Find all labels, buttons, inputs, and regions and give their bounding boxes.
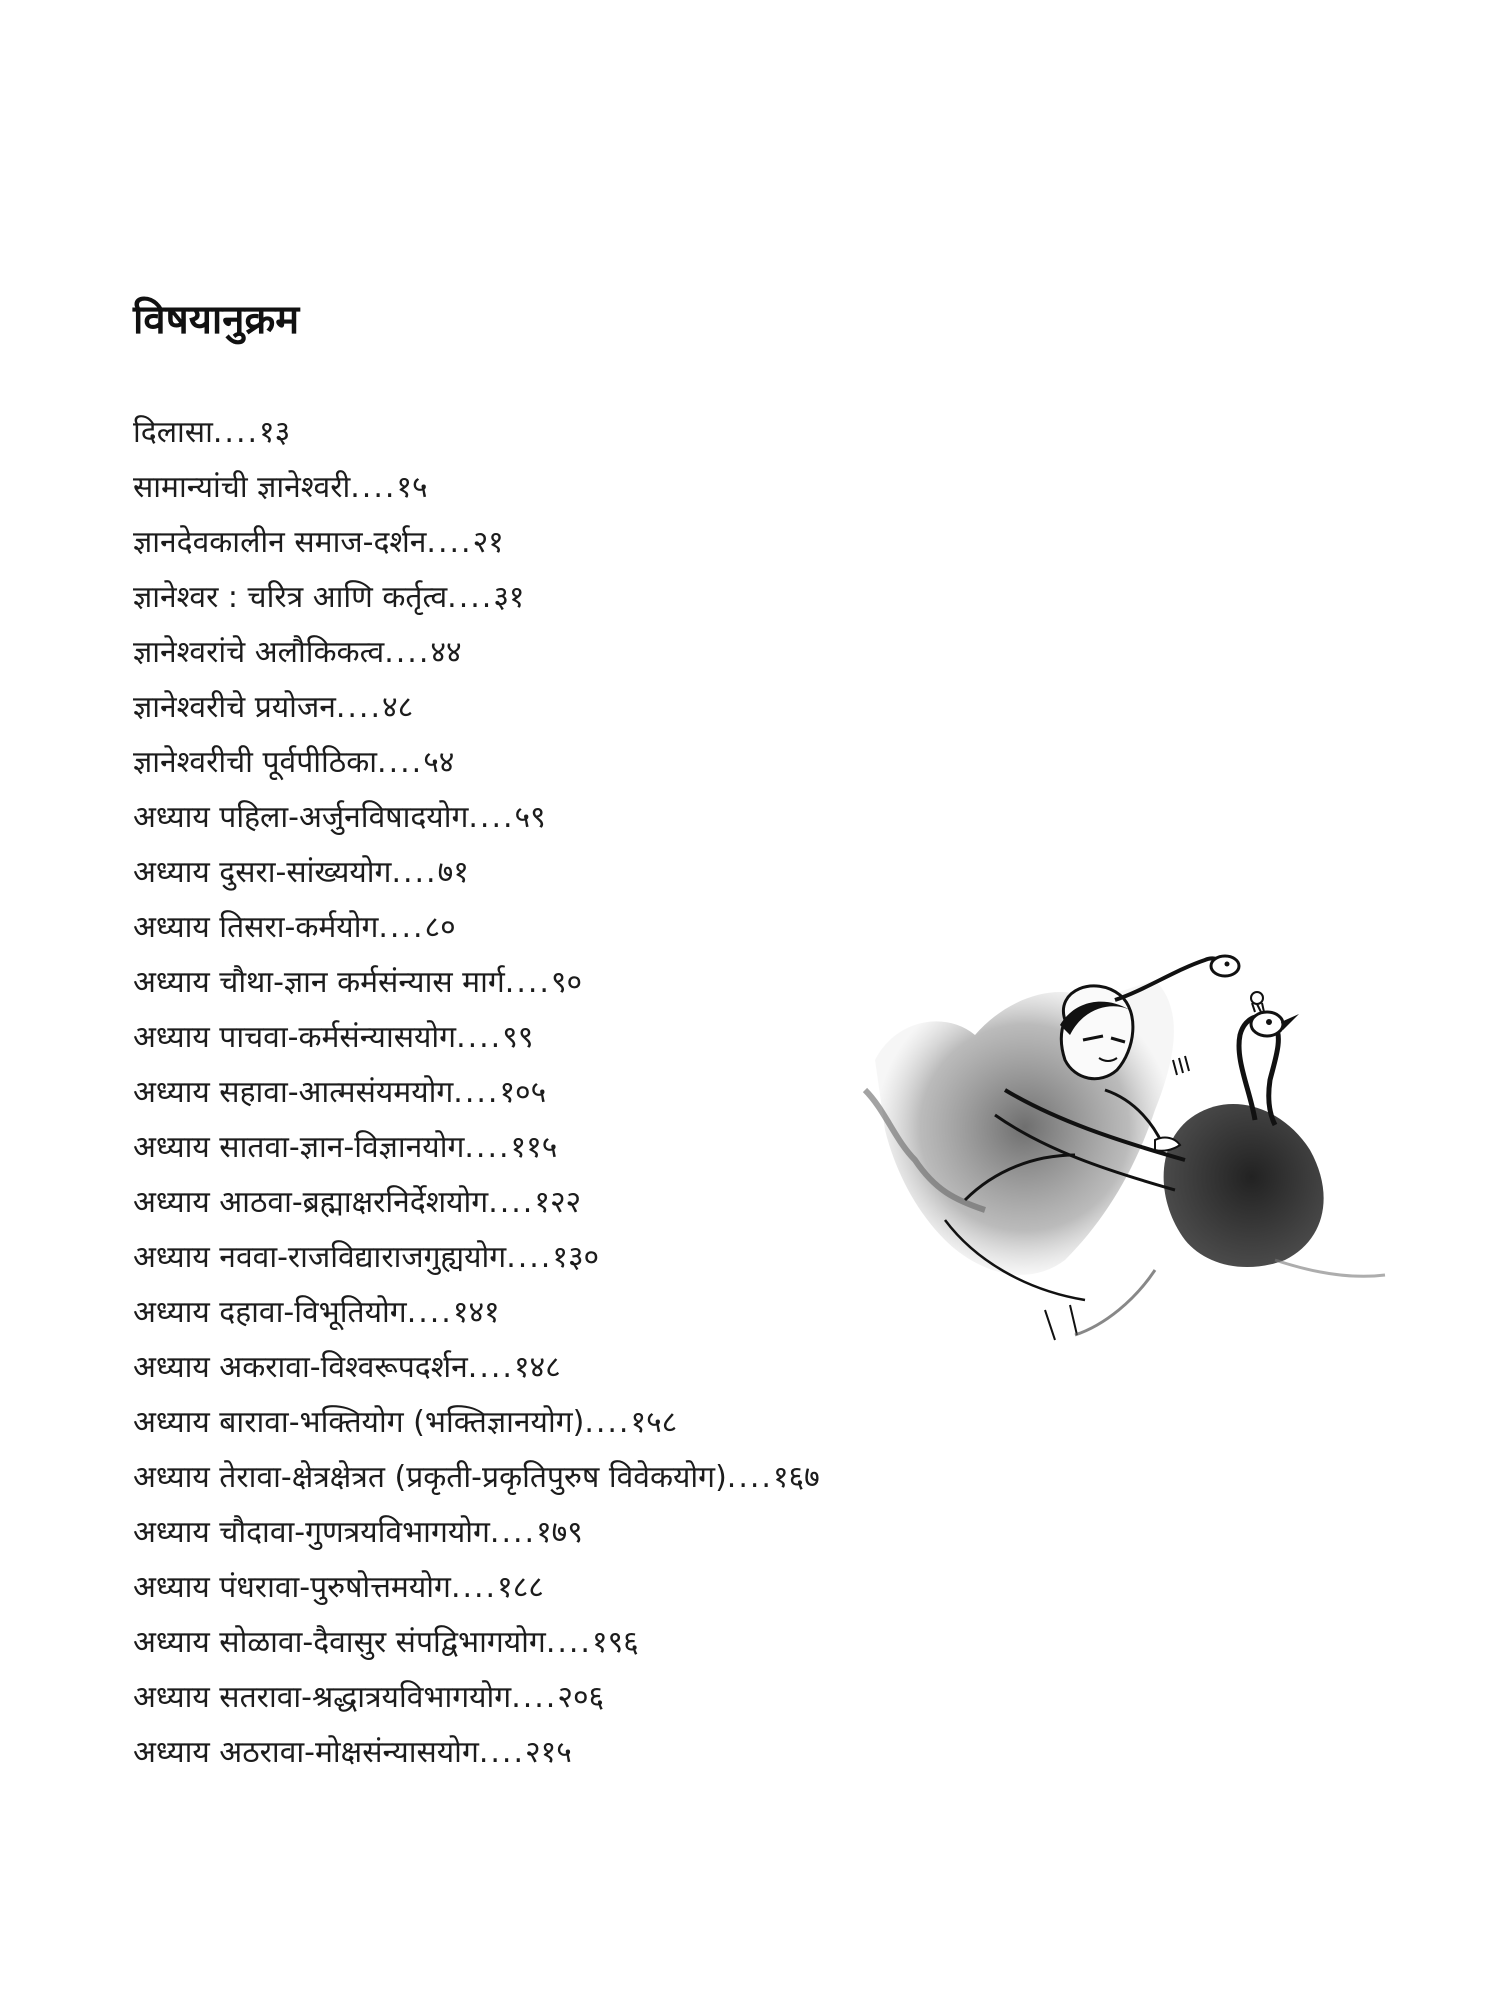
list-item bbox=[133, 735, 820, 790]
entry-page-number: १५ bbox=[396, 470, 428, 505]
entry-title: ज्ञानेश्वरांचे अलौकिकत्व bbox=[133, 635, 385, 670]
entry-page-number: ११५ bbox=[510, 1130, 558, 1165]
list-item bbox=[133, 460, 820, 515]
list-item bbox=[133, 1175, 820, 1230]
saraswati-peacock-ink-illustration-icon bbox=[855, 940, 1415, 1360]
entry-title: अध्याय अठरावा-मोक्षसंन्यासयोग bbox=[133, 1735, 479, 1770]
entry-leader: .... bbox=[350, 470, 397, 505]
entry-title: अध्याय सहावा-आत्मसंयमयोग bbox=[133, 1075, 454, 1110]
list-item bbox=[133, 1505, 820, 1560]
entry-leader: .... bbox=[504, 965, 551, 1000]
list-item bbox=[133, 570, 820, 625]
entry-title: अध्याय नववा-राजविद्याराजगुह्ययोग bbox=[133, 1240, 507, 1275]
entry-leader: .... bbox=[384, 635, 431, 670]
entry-page-number: ४८ bbox=[382, 690, 414, 725]
entry-page-number: ८० bbox=[424, 910, 456, 945]
entry-page-number: १६७ bbox=[772, 1460, 820, 1495]
entry-title: अध्याय दुसरा-सांख्ययोग bbox=[133, 855, 392, 890]
entry-page-number: १०५ bbox=[499, 1075, 547, 1110]
entry-title: अध्याय चौथा-ज्ञान कर्मसंन्यास मार्ग bbox=[133, 965, 505, 1000]
entry-leader: .... bbox=[447, 580, 494, 615]
table-of-contents bbox=[133, 405, 820, 1780]
entry-leader: .... bbox=[426, 525, 473, 560]
entry-page-number: २०६ bbox=[557, 1680, 605, 1715]
entry-page-number: ५९ bbox=[514, 800, 546, 835]
entry-title: अध्याय बारावा-भक्तियोग (भक्तिज्ञानयोग) bbox=[133, 1405, 585, 1440]
entry-page-number: २१५ bbox=[525, 1735, 572, 1770]
entry-title: अध्याय तेरावा-क्षेत्रक्षेत्रत (प्रकृती-प्रकृतिपुरुष विवेकयोग) bbox=[133, 1460, 727, 1495]
entry-leader: .... bbox=[391, 855, 438, 890]
entry-page-number: १४१ bbox=[452, 1295, 500, 1330]
entry-title: अध्याय पंधरावा-पुरुषोत्तमयोग bbox=[133, 1570, 451, 1605]
entry-leader: .... bbox=[726, 1460, 773, 1495]
list-item bbox=[133, 1285, 820, 1340]
list-item bbox=[133, 1340, 820, 1395]
list-item bbox=[133, 1395, 820, 1450]
entry-leader: .... bbox=[511, 1680, 558, 1715]
list-item bbox=[133, 1010, 820, 1065]
entry-title: सामान्यांची ज्ञानेश्वरी bbox=[133, 470, 351, 505]
entry-leader: .... bbox=[212, 415, 260, 450]
entry-page-number: १३ bbox=[259, 415, 291, 450]
entry-leader: .... bbox=[464, 1130, 511, 1165]
entry-leader: .... bbox=[468, 800, 515, 835]
entry-page-number: २१ bbox=[472, 525, 504, 560]
list-item bbox=[133, 1450, 820, 1505]
entry-page-number: ५४ bbox=[423, 745, 455, 780]
list-item bbox=[133, 680, 820, 735]
list-item bbox=[133, 405, 820, 460]
list-item bbox=[133, 845, 820, 900]
entry-leader: .... bbox=[406, 1295, 453, 1330]
entry-title: अध्याय आठवा-ब्रह्माक्षरनिर्देशयोग bbox=[133, 1185, 489, 1220]
entry-title: ज्ञानेश्वर : चरित्र आणि कर्तृत्व bbox=[133, 580, 448, 615]
entry-page-number: १८८ bbox=[497, 1570, 544, 1605]
page-title: विषयानुक्रम bbox=[133, 297, 300, 343]
list-item bbox=[133, 1230, 820, 1285]
entry-leader: .... bbox=[453, 1075, 500, 1110]
entry-page-number: ७१ bbox=[437, 855, 469, 890]
entry-leader: .... bbox=[478, 1735, 525, 1770]
entry-page-number: ९९ bbox=[502, 1020, 534, 1055]
entry-title: अध्याय तिसरा-कर्मयोग bbox=[133, 910, 379, 945]
entry-leader: .... bbox=[584, 1405, 631, 1440]
entry-leader: .... bbox=[456, 1020, 503, 1055]
entry-leader: .... bbox=[545, 1625, 592, 1660]
entry-leader: .... bbox=[467, 1350, 514, 1385]
list-item bbox=[133, 1560, 820, 1615]
entry-leader: .... bbox=[335, 690, 383, 725]
entry-title: अध्याय सोळावा-दैवासुर संपद्विभागयोग bbox=[133, 1625, 546, 1660]
entry-title: अध्याय अकरावा-विश्वरूपदर्शन bbox=[133, 1350, 468, 1385]
entry-title: अध्याय सतरावा-श्रद्धात्रयविभागयोग bbox=[133, 1680, 512, 1715]
entry-leader: .... bbox=[506, 1240, 553, 1275]
entry-leader: .... bbox=[378, 910, 425, 945]
entry-page-number: ९० bbox=[550, 965, 583, 1000]
list-item bbox=[133, 1670, 820, 1725]
entry-page-number: १७९ bbox=[536, 1515, 583, 1550]
entry-leader: .... bbox=[488, 1185, 535, 1220]
entry-page-number: ४४ bbox=[430, 635, 462, 670]
entry-leader: .... bbox=[450, 1570, 498, 1605]
entry-title: अध्याय दहावा-विभूतियोग bbox=[133, 1295, 407, 1330]
entry-title: अध्याय सातवा-ज्ञान-विज्ञानयोग bbox=[133, 1130, 465, 1165]
list-item bbox=[133, 1615, 820, 1670]
entry-page-number: १३० bbox=[552, 1240, 600, 1275]
list-item bbox=[133, 955, 820, 1010]
entry-title: दिलासा bbox=[133, 415, 213, 450]
entry-title: ज्ञानेश्वरीचे प्रयोजन bbox=[133, 690, 336, 725]
list-item bbox=[133, 1065, 820, 1120]
entry-page-number: १५८ bbox=[630, 1405, 678, 1440]
list-item bbox=[133, 515, 820, 570]
entry-page-number: १९६ bbox=[591, 1625, 639, 1660]
entry-page-number: १४८ bbox=[513, 1350, 561, 1385]
entry-title: अध्याय पाचवा-कर्मसंन्यासयोग bbox=[133, 1020, 457, 1055]
list-item bbox=[133, 1725, 820, 1780]
entry-title: अध्याय पहिला-अर्जुनविषादयोग bbox=[133, 800, 469, 835]
list-item bbox=[133, 900, 820, 955]
entry-page-number: ३१ bbox=[493, 580, 525, 615]
list-item bbox=[133, 1120, 820, 1175]
entry-leader: .... bbox=[489, 1515, 537, 1550]
entry-page-number: १२२ bbox=[534, 1185, 582, 1220]
entry-title: ज्ञानेश्वरीची पूर्वपीठिका bbox=[133, 745, 378, 780]
list-item bbox=[133, 625, 820, 680]
list-item bbox=[133, 790, 820, 845]
entry-leader: .... bbox=[377, 745, 424, 780]
entry-title: अध्याय चौदावा-गुणत्रयविभागयोग bbox=[133, 1515, 490, 1550]
entry-title: ज्ञानदेवकालीन समाज-दर्शन bbox=[133, 525, 427, 560]
